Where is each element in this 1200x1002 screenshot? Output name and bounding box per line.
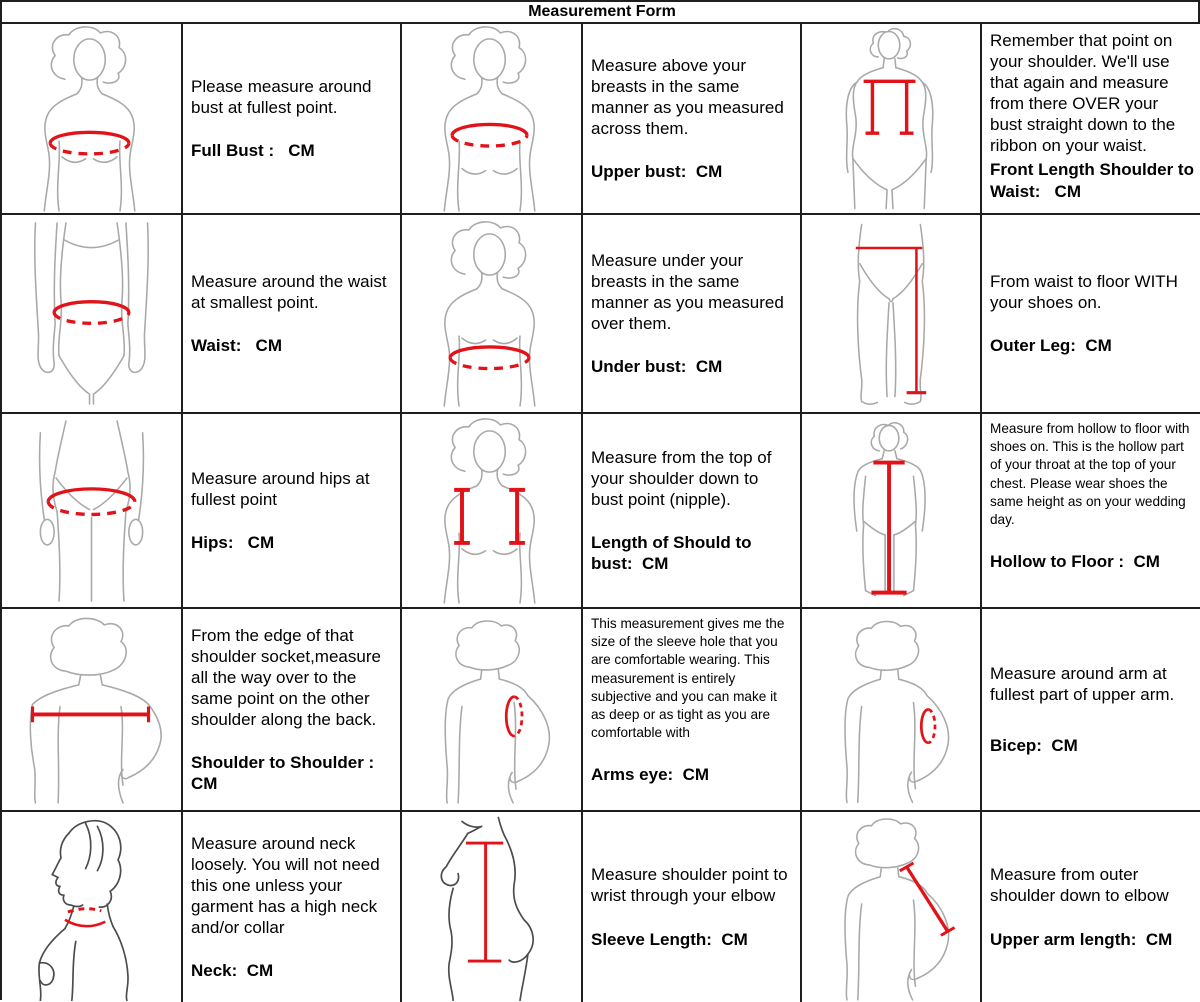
upper-bust-instructions	[583, 24, 802, 215]
figure-cell-front-length	[802, 24, 982, 215]
instruction-text: Measure around hips at fullest point	[191, 468, 370, 509]
measurement-label: Under bust: CM	[591, 357, 723, 377]
instruction-text: Measure around neck loosely. You will not need this one unless your garment has a high neck and/or collar	[191, 833, 380, 938]
measurement-label: Hips: CM	[191, 533, 275, 553]
instruction-text: Measure above your breasts in the same manner as you measured across them.	[591, 55, 784, 139]
hips-instructions	[183, 414, 402, 609]
shoulder-to-shoulder-figure	[3, 610, 180, 809]
measurement-label: Neck: CM	[191, 961, 274, 981]
figure-cell-shoulder-to-shoulder	[2, 609, 183, 812]
neck-instructions	[183, 812, 402, 1002]
shoulder-to-shoulder-instructions	[183, 609, 402, 812]
figure-cell-hollow-to-floor	[802, 414, 982, 609]
measurement-label: Hollow to Floor : CM	[990, 552, 1160, 572]
figure-cell-upper-bust	[402, 24, 583, 215]
instruction-text: Remember that point on your shoulder. We'll use that again and measure from there OVER your bust straight down to the ribbon on your waist.	[990, 31, 1176, 156]
front-length-instructions	[982, 24, 1200, 215]
shoulder-to-bust-instructions	[583, 414, 802, 609]
full-bust-figure	[3, 25, 180, 212]
measurement-label: Sleeve Length: CM	[591, 929, 748, 949]
measurement-label: Full Bust : CM	[191, 141, 315, 161]
instruction-text: Measure around the waist at smallest point.	[191, 271, 387, 312]
instruction-text: Measure from hollow to floor with shoes on. This is the hollow part of your throat at the top of your chest. Please wear shoes the same height as on your wedding day.	[990, 421, 1190, 528]
sleeve-length-figure	[403, 813, 580, 1001]
measurement-label: Upper arm length: CM	[990, 929, 1173, 949]
bicep-figure	[803, 610, 979, 809]
measurement-label: Arms eye: CM	[591, 765, 710, 785]
hips-figure	[3, 415, 180, 606]
figure-cell-under-bust	[402, 215, 583, 414]
measurement-label: Shoulder to Shoulder : CM	[191, 753, 379, 794]
measurement-label: Waist: CM	[191, 336, 282, 356]
figure-cell-bicep	[802, 609, 982, 812]
figure-cell-hips	[2, 414, 183, 609]
upper-arm-length-instructions	[982, 812, 1200, 1002]
under-bust-figure	[403, 216, 580, 411]
instruction-text: Please measure around bust at fullest point.	[191, 76, 372, 117]
figure-cell-upper-arm-length	[802, 812, 982, 1002]
instruction-text: Measure from outer shoulder down to elbow	[990, 865, 1169, 906]
measurement-label: Outer Leg: CM	[990, 336, 1112, 356]
figure-cell-outer-leg	[802, 215, 982, 414]
measurement-label: Upper bust: CM	[591, 162, 723, 182]
instruction-text: Measure shoulder point to wrist through your elbow	[591, 865, 788, 906]
figure-cell-full-bust	[2, 24, 183, 215]
instruction-text: Measure from the top of your shoulder down to bust point (nipple).	[591, 447, 772, 509]
arms-eye-instructions	[583, 609, 802, 812]
measurement-label: Length of Should to bust: CM	[591, 533, 757, 574]
waist-instructions	[183, 215, 402, 414]
bicep-instructions	[982, 609, 1200, 812]
upper-arm-length-figure	[803, 813, 979, 1001]
figure-cell-waist	[2, 215, 183, 414]
figure-cell-neck	[2, 812, 183, 1002]
figure-cell-arms-eye	[402, 609, 583, 812]
full-bust-instructions	[183, 24, 402, 215]
instruction-text: Measure around arm at fullest part of upper arm.	[990, 663, 1175, 704]
sleeve-length-instructions	[583, 812, 802, 1002]
shoulder-to-bust-figure	[403, 415, 580, 606]
instruction-text: This measurement gives me the size of the sleeve hole that you are comfortable wearing. This measurement is entirely subjective and you can make it as deep or as tight as you are comfortable with	[591, 616, 785, 741]
neck-figure	[3, 813, 180, 1001]
measurement-label: Bicep: CM	[990, 736, 1078, 756]
instruction-text: Measure under your breasts in the same manner as you measured over them.	[591, 250, 784, 334]
outer-leg-instructions	[982, 215, 1200, 414]
figure-cell-shoulder-to-bust	[402, 414, 583, 609]
under-bust-instructions	[583, 215, 802, 414]
hollow-to-floor-instructions	[982, 414, 1200, 609]
form-title: Measurement Form	[2, 2, 1200, 24]
upper-bust-figure	[403, 25, 580, 212]
arms-eye-figure	[403, 610, 580, 809]
instruction-text: From waist to floor WITH your shoes on.	[990, 271, 1178, 312]
outer-leg-figure	[803, 216, 979, 411]
waist-figure	[3, 216, 180, 411]
figure-cell-sleeve-length	[402, 812, 583, 1002]
measurement-label: Front Length Shoulder to Waist: CM	[990, 160, 1199, 201]
front-length-shoulder-to-waist-figure	[803, 25, 979, 212]
hollow-to-floor-figure	[803, 415, 979, 606]
instruction-text: From the edge of that shoulder socket,measure all the way over to the same point on the other shoulder along the back.	[191, 625, 381, 730]
